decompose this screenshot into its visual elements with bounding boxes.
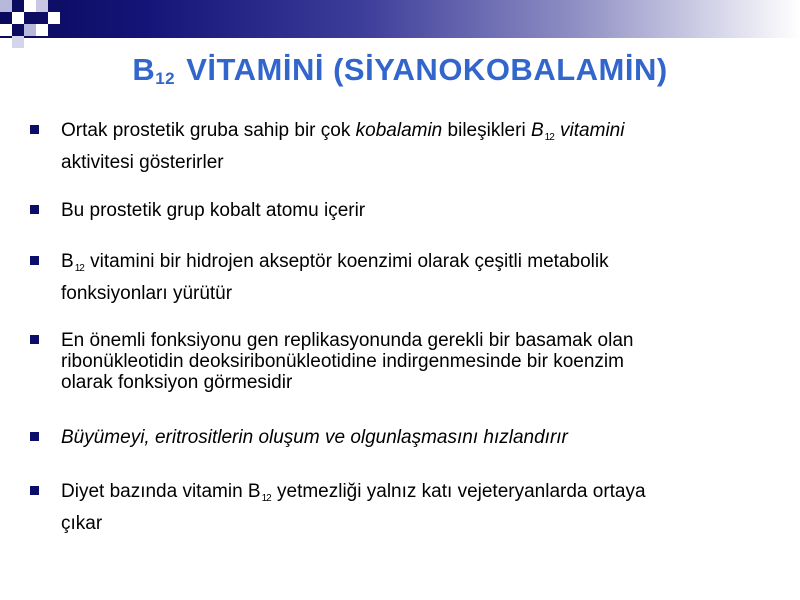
title-suffix: VİTAMİNİ (SİYANOKOBALAMİN): [177, 52, 668, 87]
bullet-text: [61, 479, 741, 536]
bullet-square-icon: [30, 486, 39, 495]
text-fragment: Ortak prostetik gruba sahip bir çok: [61, 120, 356, 141]
bullet-square-icon: [30, 125, 39, 134]
bullet-text: [61, 118, 741, 175]
subscript: 12: [74, 263, 84, 274]
text-line: fonksiyonları yürütür: [61, 283, 233, 304]
text-line: olarak fonksiyon görmesidir: [61, 372, 293, 393]
bullet-square-icon: [30, 256, 39, 265]
text-italic: kobalamin: [355, 120, 443, 141]
bullet-square-icon: [30, 335, 39, 344]
subscript: 12: [544, 132, 554, 143]
deco-square: [0, 0, 12, 12]
bullet-text: Bu prostetik grup kobalt atomu içerir: [61, 200, 366, 221]
text-line: ribonükleotidin deoksiribonükleotidine indirgenmesinde bir koenzim: [61, 351, 624, 372]
bullet-square-icon: [30, 205, 39, 214]
bullet-text: [61, 249, 741, 306]
deco-square: [24, 0, 36, 12]
title-prefix: B: [132, 52, 156, 87]
slide-title: [0, 52, 800, 89]
text-italic: B: [530, 120, 544, 141]
text-italic: Büyümeyi, eritrositlerin oluşum ve olgunlaşmasını hızlandırır: [61, 427, 568, 448]
text-fragment: B: [61, 251, 74, 272]
deco-square: [12, 36, 24, 48]
text-fragment: bileşikleri: [442, 120, 531, 141]
deco-square: [0, 24, 12, 36]
deco-square: [48, 12, 60, 24]
text-fragment: vitamini bir hidrojen akseptör koenzimi olarak çeşitli metabolik: [84, 251, 609, 272]
bullet-text: [61, 425, 741, 450]
text-line: çıkar: [61, 513, 103, 534]
text-italic: vitamini: [554, 120, 625, 141]
text-fragment: yetmezliği yalnız katı vejeteryanlarda ortaya: [271, 481, 646, 502]
deco-square: [12, 12, 24, 24]
deco-square: [36, 0, 48, 12]
subscript: 12: [261, 493, 271, 504]
deco-square: [24, 24, 36, 36]
header-gradient-bar: [0, 0, 800, 38]
deco-square: [36, 24, 48, 36]
text-fragment: Diyet bazında vitamin B: [61, 481, 261, 502]
text-line: En önemli fonksiyonu gen replikasyonunda gerekli bir basamak olan: [61, 330, 634, 351]
bullet-square-icon: [30, 432, 39, 441]
text-line: aktivitesi gösterirler: [61, 152, 224, 173]
title-subscript: 12: [155, 69, 176, 88]
bullet-text: [61, 330, 741, 393]
